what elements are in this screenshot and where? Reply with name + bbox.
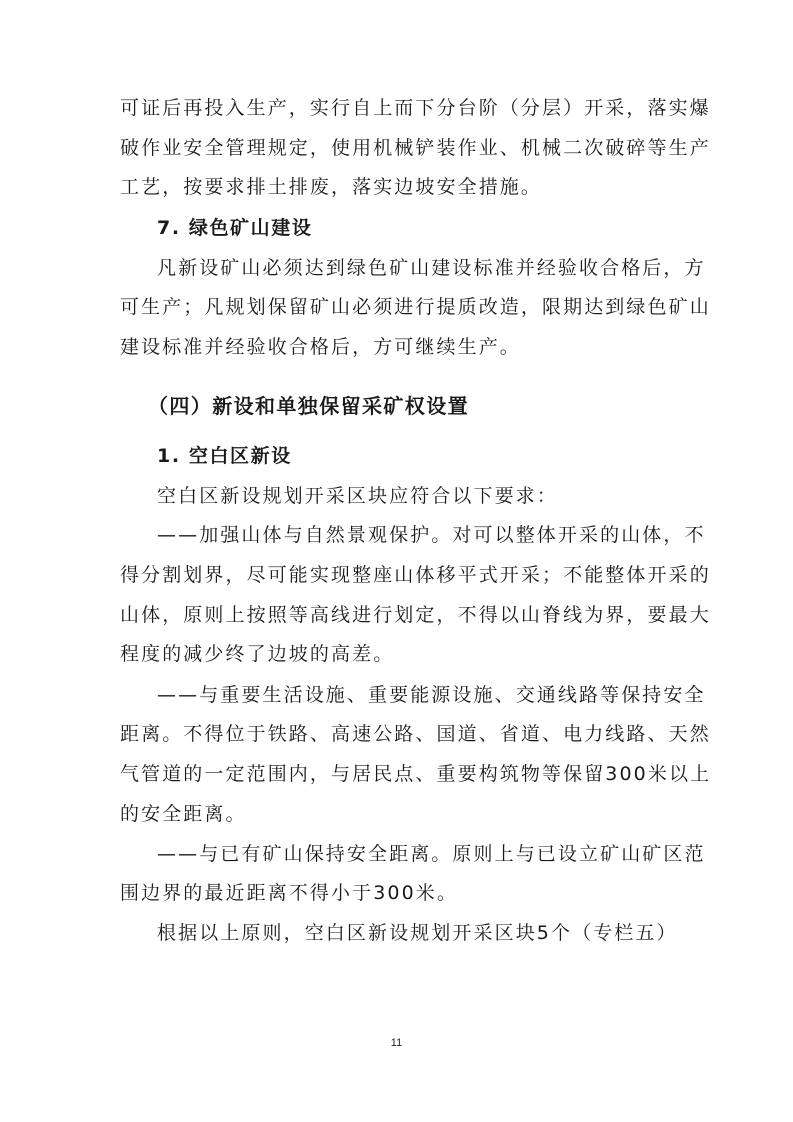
paragraph-line: 工艺，按要求排土排废，落实边坡安全措施。: [120, 176, 543, 198]
paragraph-line: 可证后再投入生产，实行自上而下分台阶（分层）开采，落实爆: [120, 97, 711, 119]
paragraph-line: 凡新设矿山必须达到绿色矿山建设标准并经验收合格后，方: [157, 257, 706, 279]
paragraph-line: 空白区新设规划开采区块应符合以下要求：: [157, 485, 558, 507]
subsection-heading: 1. 空白区新设: [157, 445, 292, 467]
paragraph-line: 气管道的一定范围内，与居民点、重要构筑物等保留300米以上: [120, 763, 712, 785]
paragraph-line: 得分割划界，尽可能实现整座山体移平式开采；不能整体开采的: [120, 564, 711, 586]
paragraph-line: 程度的减少终了边坡的高差。: [120, 643, 395, 665]
paragraph-line: 破作业安全管理规定，使用机械铲装作业、机械二次破碎等生产: [120, 137, 711, 159]
paragraph-line: ——与已有矿山保持安全距离。原则上与已设立矿山矿区范: [157, 843, 706, 865]
paragraph-line: 山体，原则上按照等高线进行划定，不得以山脊线为界，要最大: [120, 604, 711, 626]
paragraph-line: 建设标准并经验收合格后，方可继续生产。: [120, 336, 521, 358]
section-heading: （四）新设和单独保留采矿权设置: [148, 394, 469, 418]
subsection-heading: 7. 绿色矿山建设: [157, 217, 313, 239]
paragraph-line: 可生产；凡规划保留矿山必须进行提质改造，限期达到绿色矿山: [120, 296, 711, 318]
page-number: 11: [390, 1037, 403, 1049]
paragraph-line: 距离。不得位于铁路、高速公路、国道、省道、电力线路、天然: [120, 723, 711, 745]
paragraph-line: 的安全距离。: [120, 803, 247, 825]
paragraph-line: 根据以上原则，空白区新设规划开采区块5个（专栏五）: [157, 922, 678, 944]
paragraph-line: 围边界的最近距离不得小于300米。: [120, 882, 458, 904]
paragraph-line: ——与重要生活设施、重要能源设施、交通线路等保持安全: [157, 684, 706, 706]
paragraph-line: ——加强山体与自然景观保护。对可以整体开采的山体，不: [157, 524, 706, 546]
